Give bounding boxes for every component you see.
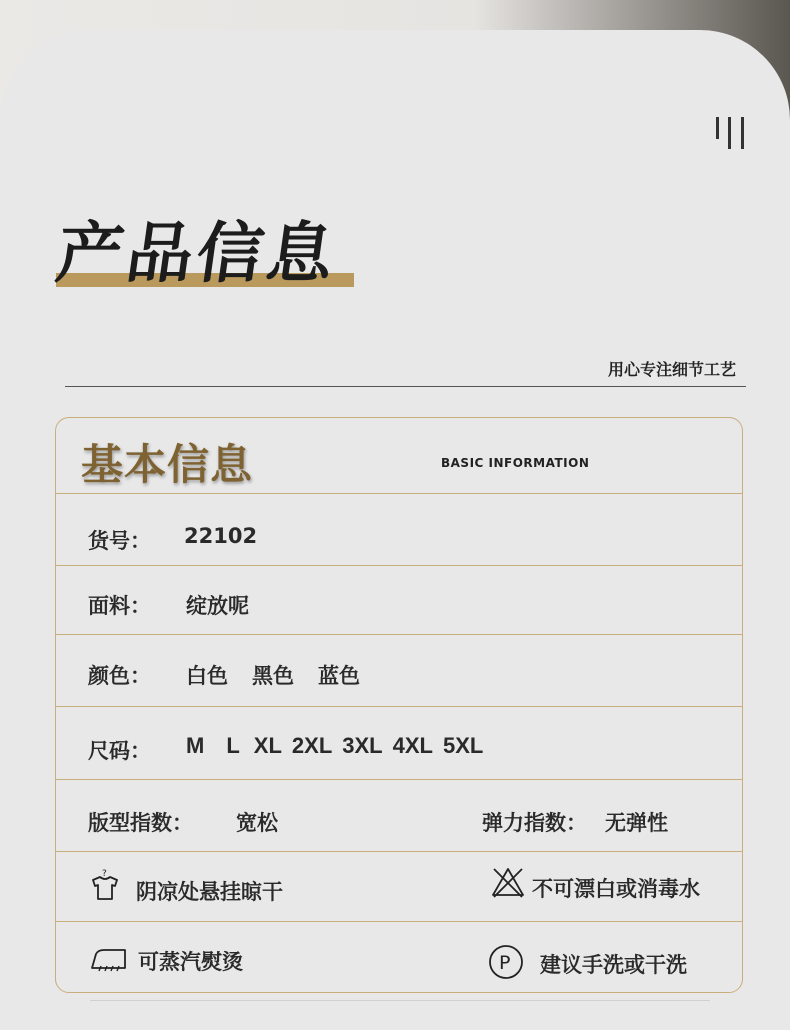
- steam-iron-icon: [90, 946, 128, 972]
- fabric-value: 绽放呢: [186, 594, 249, 618]
- size-5xl: 5XL: [442, 733, 484, 758]
- elasticity-value: 无弹性: [605, 811, 668, 835]
- fit-value: 宽松: [236, 811, 278, 835]
- sizes-values: [186, 733, 493, 759]
- dry-clean-text: 建议手洗或干洗: [540, 953, 687, 977]
- dry-clean-icon: [488, 944, 524, 980]
- size-xl: XL: [253, 733, 282, 758]
- item-no-value: 22102: [184, 524, 258, 548]
- row-item-no: [56, 494, 742, 566]
- size-2xl: 2XL: [291, 733, 333, 758]
- no-bleach-text: 不可漂白或消毒水: [532, 877, 700, 901]
- item-no-label: 货号：: [88, 529, 151, 553]
- size-m: M: [186, 733, 205, 758]
- hang-dry-text: 阴凉处悬挂晾干: [136, 880, 283, 904]
- section-header-row: [56, 418, 742, 494]
- color-blue: 蓝色: [318, 664, 360, 688]
- section-title: 基本信息: [81, 440, 254, 489]
- steam-iron-text: 可蒸汽熨烫: [138, 950, 243, 974]
- fabric-label: 面料：: [88, 594, 151, 618]
- sizes-label: 尺码：: [88, 739, 151, 763]
- no-bleach-icon: [490, 865, 526, 899]
- color-white: 白色: [186, 664, 228, 688]
- row-fabric: [56, 566, 742, 635]
- bottom-divider: [90, 1000, 710, 1001]
- color-black: 黑色: [252, 664, 294, 688]
- elasticity-label: 弹力指数：: [482, 811, 587, 835]
- size-4xl: 4XL: [392, 733, 433, 758]
- row-care-2: [56, 922, 742, 992]
- size-3xl: 3XL: [342, 733, 383, 758]
- page-title: 产品信息: [51, 214, 343, 292]
- row-fit: [56, 780, 742, 852]
- section-subtitle: BASIC INFORMATION: [441, 456, 590, 470]
- row-care-1: [56, 852, 742, 922]
- row-colors: [56, 635, 742, 707]
- hang-dry-icon: [89, 868, 121, 902]
- size-l: L: [226, 733, 240, 758]
- colors-values: [186, 660, 384, 690]
- row-sizes: [56, 707, 742, 780]
- fit-label: 版型指数：: [88, 811, 193, 835]
- menu-bars-icon: [716, 117, 746, 149]
- svg-text:P: P: [499, 952, 511, 974]
- slogan: 用心专注细节工艺: [607, 360, 736, 379]
- divider: [65, 386, 746, 387]
- info-table: [55, 417, 743, 993]
- colors-label: 颜色：: [88, 664, 151, 688]
- svg-text:?: ?: [102, 869, 107, 879]
